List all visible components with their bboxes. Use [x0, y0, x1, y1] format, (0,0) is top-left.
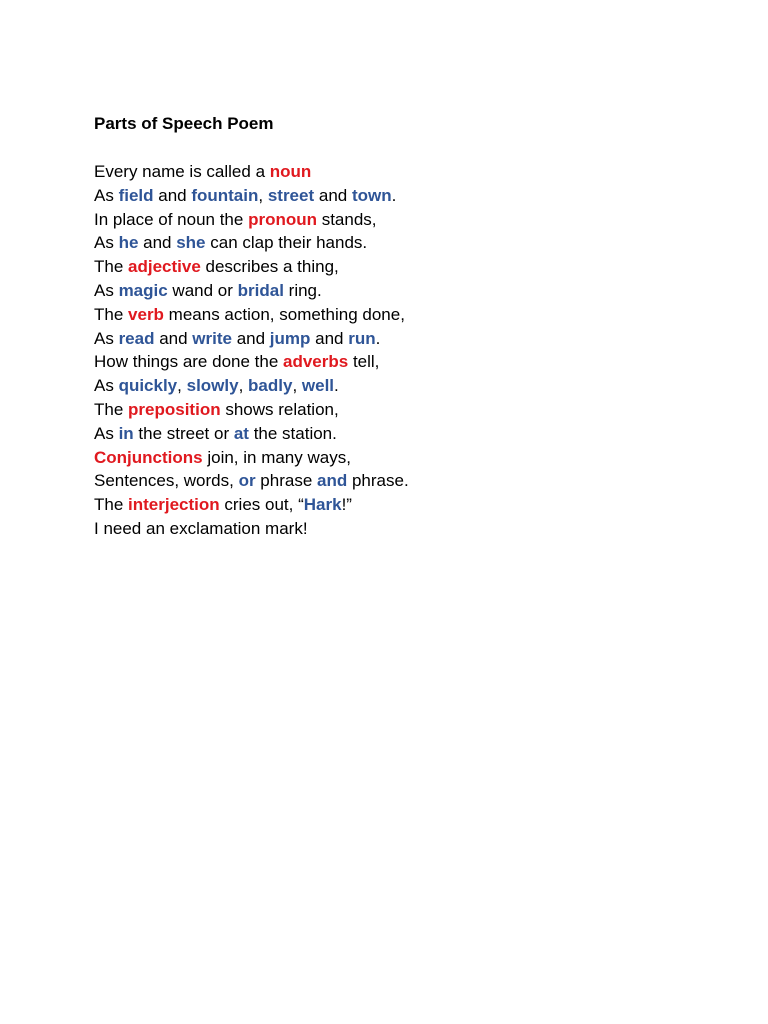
- poem-text: As: [94, 328, 119, 348]
- poem-line: [94, 208, 734, 232]
- part-of-speech-term: adjective: [128, 257, 201, 277]
- poem-text: ,: [177, 376, 187, 396]
- part-of-speech-term: noun: [269, 162, 312, 181]
- poem-text: .: [391, 185, 397, 205]
- poem-text: and: [310, 328, 349, 348]
- poem-line: [94, 231, 734, 255]
- poem-text: phrase.: [347, 471, 409, 491]
- poem-text: In place of noun the: [94, 209, 249, 229]
- example-word: well: [301, 376, 335, 396]
- example-word: he: [118, 233, 139, 253]
- example-word: street: [267, 185, 315, 205]
- poem-text: and: [231, 328, 270, 348]
- poem-text: The: [94, 304, 129, 324]
- example-word: in: [118, 423, 134, 443]
- example-word: read: [118, 328, 155, 348]
- poem-line: [94, 446, 734, 470]
- poem-line: [94, 255, 734, 279]
- document-title: Parts of Speech Poem: [94, 114, 274, 133]
- part-of-speech-term: interjection: [128, 495, 220, 515]
- example-word: and: [317, 471, 348, 491]
- poem-text: means action, something done,: [163, 304, 405, 324]
- part-of-speech-term: adverbs: [283, 352, 349, 372]
- example-word: or: [238, 471, 256, 491]
- poem-text: join, in many ways,: [202, 447, 351, 467]
- example-word: Hark: [303, 495, 342, 515]
- poem-text: As: [94, 376, 119, 396]
- poem-text: stands,: [316, 209, 377, 229]
- poem-text: and: [153, 185, 192, 205]
- part-of-speech-term: verb: [128, 304, 164, 324]
- example-word: town: [351, 185, 392, 205]
- part-of-speech-term: preposition: [128, 399, 221, 419]
- poem-text: shows relation,: [220, 399, 339, 419]
- poem-text: the street or: [133, 423, 234, 443]
- poem-text: Sentences, words,: [94, 471, 239, 491]
- poem-line: [94, 422, 734, 446]
- poem-text: As: [94, 280, 119, 300]
- poem-text: As: [94, 233, 119, 253]
- poem-text: tell,: [348, 352, 380, 372]
- example-word: slowly: [186, 376, 239, 396]
- poem-text: The: [94, 495, 129, 515]
- poem-text: ,: [292, 376, 302, 396]
- poem-line: [94, 160, 734, 184]
- poem-text: The: [94, 399, 129, 419]
- poem-text: .: [334, 376, 339, 396]
- poem-line: [94, 374, 734, 398]
- example-word: magic: [118, 280, 168, 300]
- poem-text: can clap their hands.: [205, 233, 368, 253]
- poem-text: cries out, “: [219, 495, 304, 515]
- poem-text: ,: [258, 185, 268, 205]
- example-word: quickly: [118, 376, 178, 396]
- poem-text: ring.: [283, 280, 322, 300]
- poem-text: .: [375, 328, 381, 348]
- part-of-speech-term: pronoun: [248, 209, 317, 229]
- poem-text: phrase: [255, 471, 318, 491]
- example-word: jump: [269, 328, 311, 348]
- poem-text: and: [138, 233, 177, 253]
- document-body: [94, 112, 734, 541]
- poem-line: [94, 279, 734, 303]
- poem-text: and: [314, 185, 352, 205]
- poem-line: [94, 327, 734, 351]
- poem-text: As: [94, 185, 119, 205]
- poem-stanza: [94, 160, 734, 541]
- poem-text: describes a thing,: [200, 257, 339, 277]
- poem-line: [94, 350, 734, 374]
- poem-text: ,: [238, 376, 249, 396]
- poem-text: The: [94, 257, 129, 277]
- example-word: she: [176, 233, 206, 253]
- poem-text: !”: [341, 495, 352, 515]
- part-of-speech-term: Conjunctions: [94, 447, 203, 467]
- poem-line: [94, 184, 734, 208]
- poem-text: the station.: [248, 423, 337, 443]
- example-word: at: [233, 423, 249, 443]
- poem-line: [94, 303, 734, 327]
- poem-line: [94, 469, 734, 493]
- poem-text: I need an exclamation mark!: [94, 518, 308, 538]
- poem-text: wand or: [167, 280, 238, 300]
- poem-line: [94, 493, 734, 517]
- example-word: bridal: [237, 280, 284, 300]
- example-word: fountain: [191, 185, 259, 205]
- poem-text: How things are done the: [94, 352, 284, 372]
- poem-text: and: [154, 328, 193, 348]
- poem-line: [94, 398, 734, 422]
- poem-line: [94, 517, 734, 541]
- example-word: field: [118, 185, 154, 205]
- example-word: run: [348, 328, 376, 348]
- poem-text: As: [94, 423, 119, 443]
- poem-text: Every name is called a: [94, 162, 270, 181]
- example-word: badly: [248, 376, 293, 396]
- example-word: write: [192, 328, 232, 348]
